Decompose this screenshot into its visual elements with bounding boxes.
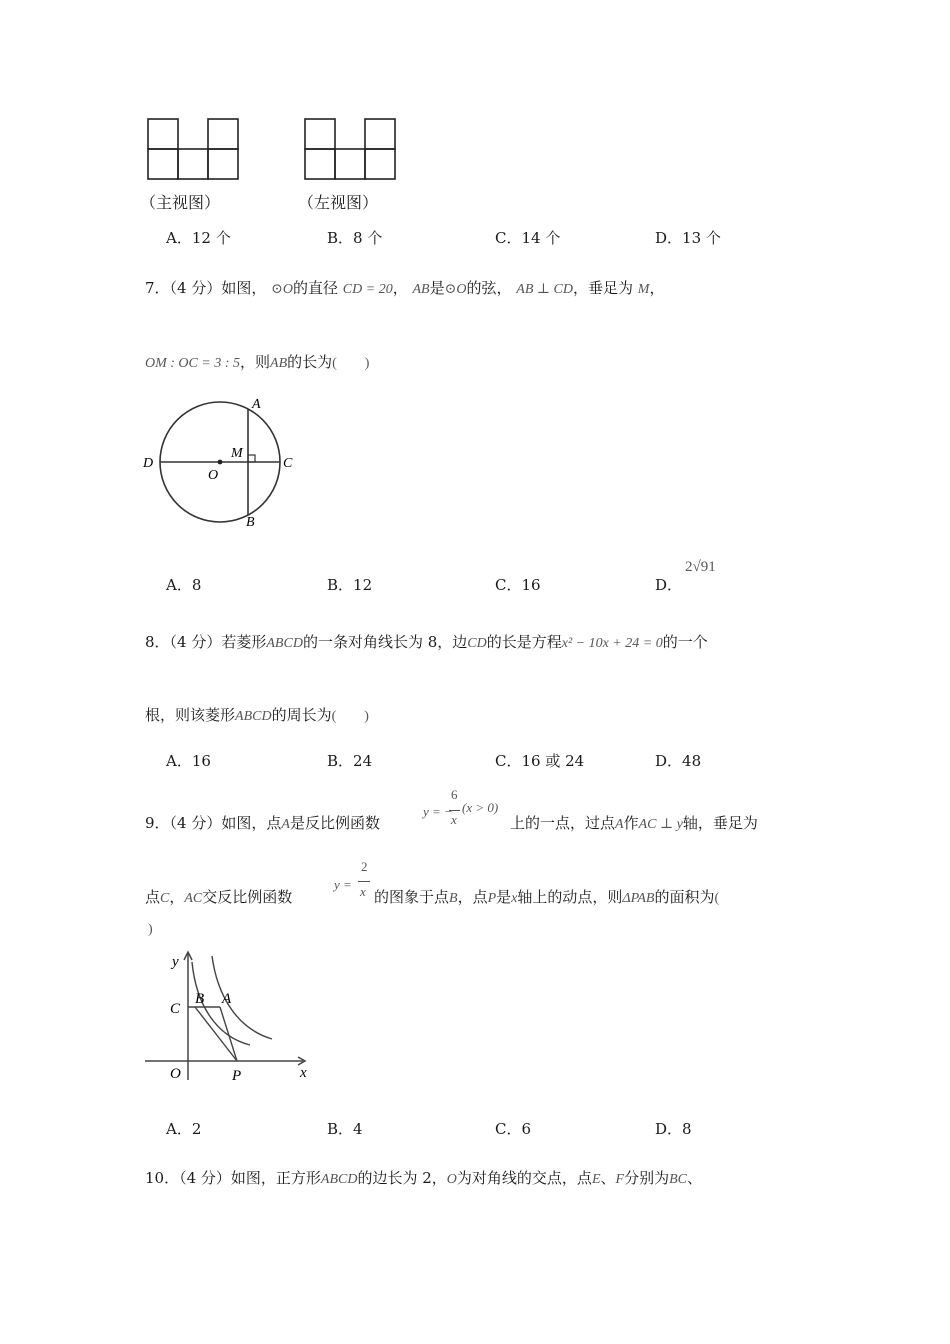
q7-math: CD = 20 [342,282,393,297]
q9-option-d[interactable]: D．8 [655,1120,692,1138]
q9-math: AC [184,891,203,906]
q9-label-c: C [170,1001,181,1017]
q7-text: 的直径 [293,279,339,297]
q6-option-a[interactable]: A．12 个 [166,229,231,247]
q9-math: B [449,891,458,906]
q7-math: ⊙O [271,282,293,297]
q7-label-b: B [246,515,255,530]
left-view-figure [303,117,399,181]
q10-text: 分别为 [624,1169,670,1187]
q9-fraction1-bar [449,810,460,811]
q8-text: 的长是方程 [486,633,562,651]
q9-label-y: y [172,954,179,970]
q7-math: M [637,282,650,297]
q9-label-p: P [232,1068,242,1084]
q9-fraction2-num: 2 [361,859,368,874]
q9-text: 的面积为 [654,888,715,906]
q9-math: AC ⊥ y [638,817,683,832]
q9-label-o: O [170,1066,181,1082]
q10-text: 、 [686,1169,702,1187]
q9-math: A [615,817,624,832]
q9-text: 是反比例函数 [289,814,380,832]
q7-label-o: O [208,468,219,483]
q8-number: 8． [145,633,170,651]
q9-label-a: A [222,991,232,1007]
q7-right-angle-mark [248,455,255,462]
q8-line2 [145,705,369,727]
q10-math: ABCD [320,1172,358,1187]
q9-segment-ap [220,1007,237,1061]
q9-option-b[interactable]: B．4 [327,1120,363,1138]
q9-line2-start [145,887,292,909]
q9-answer-paren-close: ) [148,922,153,937]
q10-line1 [145,1168,702,1190]
q7-label-c: C [283,456,293,471]
q7-label-d: D [143,456,154,471]
q9-label-x: x [300,1065,307,1081]
q7-text: ，则 [240,353,271,371]
q10-math: O [446,1172,457,1187]
front-view-figure [146,117,242,181]
q9-text: 如图，点 [221,814,282,832]
q7-option-b[interactable]: B．12 [327,576,373,594]
q9-math: x [511,891,518,906]
q9-fraction1-lhs: y = − [423,804,453,819]
q7-line2 [145,352,369,374]
q9-option-a[interactable]: A．2 [166,1120,202,1138]
q9-segment-bp [195,1007,237,1061]
q10-text: 、 [600,1169,616,1187]
q6-option-d[interactable]: D．13 个 [655,229,721,247]
q7-number: 7． [145,279,170,297]
q8-option-b[interactable]: B．24 [327,752,373,770]
q7-text: ，垂足为 [572,279,633,297]
q8-math: ABCD [235,709,272,724]
q7-text: 是 [429,279,445,297]
q7-answer-paren: ( ) [332,356,370,371]
q8-text: 的一条对角线长为 8，边 [302,633,468,651]
q9-line1-start [145,813,380,835]
q7-math: AB ⊥ CD [516,282,573,297]
q9-fraction1-cond: (x > 0) [462,800,499,815]
q9-fraction2-den: x [360,884,366,899]
q9-fraction2-bar [358,881,370,882]
q9-text: 点 [145,888,161,906]
q9-graph-figure [140,948,320,1088]
q7-circle-figure [140,390,310,530]
q8-text: 的一个 [662,633,708,651]
q9-line2-end [374,887,719,909]
q8-line1 [145,632,708,654]
q9-math: A [281,817,290,832]
q8-option-c[interactable]: C．16 或 24 [495,752,585,770]
q9-number: 9． [145,814,170,832]
front-view-caption: （主视图） [140,193,221,212]
q8-text: 若菱形 [221,633,267,651]
q10-math: F [615,1172,625,1187]
q9-text: 上的一点，过点 [510,814,616,832]
q9-text: 作 [623,814,639,832]
q7-math: OM : OC = 3 : 5 [145,356,240,371]
q10-math: E [591,1172,601,1187]
q8-text: 根，则该菱形 [145,706,236,724]
q7-text: 的弦， [466,279,512,297]
q8-answer-paren: ( ) [331,709,369,724]
q9-fraction2-lhs: y = [334,877,352,892]
q7-text: 如图， [221,279,267,297]
q7-option-d[interactable]: D． [655,576,683,594]
q9-score: （4 分） [169,814,222,832]
q8-score: （4 分） [169,633,222,651]
q7-text: ， [392,279,408,297]
q9-answer-paren-open: ( [714,891,720,906]
q7-option-d-math[interactable]: 2√91 [685,559,716,575]
q7-center-dot [218,460,223,465]
q9-text: 交反比例函数 [202,888,293,906]
q9-label-b: B [195,991,205,1007]
q10-math: BC [669,1172,687,1187]
q9-line1-end [510,813,758,835]
q9-fraction1-den: x [451,812,457,827]
q9-option-c[interactable]: C．6 [495,1120,532,1138]
q9-math: ΔPAB [622,891,655,906]
q7-math: AB [412,282,430,297]
q7-option-a[interactable]: A．8 [166,576,202,594]
q8-text: 的周长为 [271,706,332,724]
q9-math: P [487,891,497,906]
left-view-caption: （左视图） [298,193,379,212]
q10-text: 如图，正方形 [230,1169,321,1187]
q10-text: 的边长为 2， [357,1169,447,1187]
q8-math: CD [467,636,487,651]
q8-option-d[interactable]: D．48 [655,752,702,770]
q9-text: 轴，垂足为 [682,814,758,832]
q9-text: ，点 [457,888,488,906]
q8-equation: x² − 10x + 24 = 0 [561,636,663,651]
q10-number: 10． [145,1169,180,1187]
q7-option-c[interactable]: C．16 [495,576,541,594]
q7-text: ， [649,279,665,297]
q9-text: 轴上的动点，则 [517,888,623,906]
q6-option-b[interactable]: B．8 个 [327,229,383,247]
q7-label-a: A [252,397,261,412]
q9-fraction1-num: 6 [451,787,458,802]
q6-option-c[interactable]: C．14 个 [495,229,561,247]
q7-text: 的长为 [287,353,333,371]
q10-text: 为对角线的交点，点 [456,1169,592,1187]
q7-label-m: M [231,446,243,461]
q10-score: （4 分） [179,1169,231,1187]
q9-math: C [160,891,170,906]
q9-curve-outer [212,956,272,1039]
q7-math: ⊙O [444,282,467,297]
q7-score: （4 分） [169,279,222,297]
q9-text: ， [169,888,185,906]
q7-line1 [145,278,664,300]
q8-math: ABCD [266,636,303,651]
q7-math: AB [270,356,288,371]
q8-option-a[interactable]: A．16 [166,752,211,770]
q9-text: 是 [496,888,512,906]
q9-text: 的图象于点 [374,888,450,906]
